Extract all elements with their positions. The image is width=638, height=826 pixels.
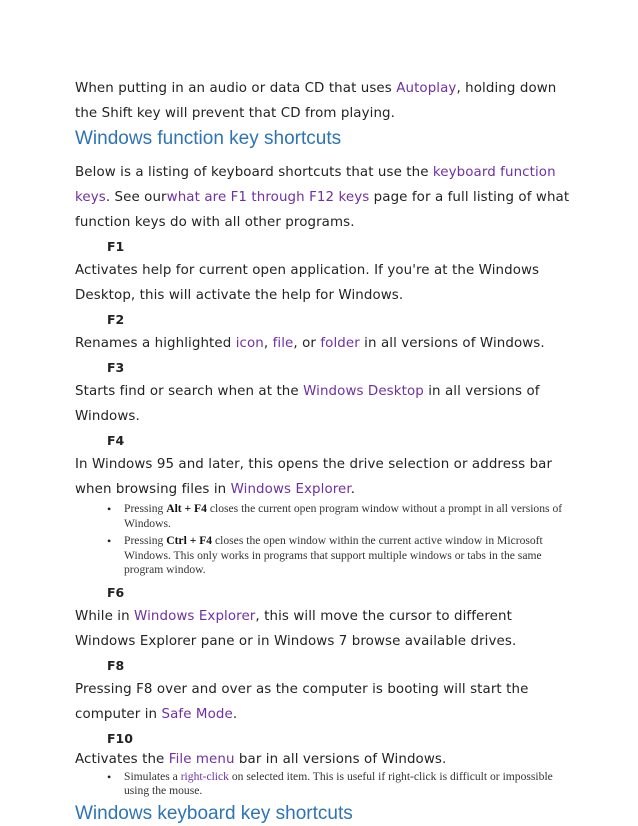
document-content xyxy=(75,76,575,825)
f8-key-label: F8 xyxy=(107,657,125,673)
f6-description xyxy=(75,604,575,654)
bullet-text: Pressing xyxy=(124,534,167,547)
windows-desktop-link[interactable]: Windows Desktop xyxy=(303,384,424,399)
f10-text-end: bar in all versions of Windows. xyxy=(234,751,447,767)
listing-text-end: page for a full listing of what function keys do with all other programs. xyxy=(75,190,570,230)
f4-bullet-list xyxy=(75,502,575,578)
keyboard-key-shortcuts-heading: Windows keyboard key shortcuts xyxy=(75,802,353,824)
listing-text-mid: . See our xyxy=(105,190,167,205)
right-click-link[interactable]: right-click xyxy=(180,769,229,783)
f2-key-label: F2 xyxy=(107,312,125,327)
f10-bullet-list xyxy=(75,770,575,799)
bullet-text-end: on selected item. This is useful if right-click is difficult or impossible using the mouse. xyxy=(124,769,553,797)
f4-description xyxy=(75,452,575,502)
windows-explorer-link-2[interactable]: Windows Explorer xyxy=(134,608,256,624)
folder-link[interactable]: folder xyxy=(320,336,360,351)
f2-sep2: , or xyxy=(293,336,321,351)
f2-text-end: in all versions of Windows. xyxy=(359,336,545,351)
keyboard-function-keys-link[interactable]: keyboard function keys xyxy=(75,165,556,205)
function-keys-heading: Windows function key shortcuts xyxy=(75,128,342,149)
f8-text: Pressing F8 over and over as the computer is booting will start the computer in xyxy=(75,681,529,722)
f1-through-f12-link[interactable]: what are F1 through F12 keys xyxy=(166,190,370,205)
alt-f4-shortcut: Alt + F4 xyxy=(166,502,207,515)
listing-text: Below is a listing of keyboard shortcuts that use the xyxy=(75,165,433,180)
f4-text: In Windows 95 and later, this opens the drive selection or address bar when browsing files in xyxy=(75,457,553,497)
f3-text: Starts find or search when at the xyxy=(75,384,304,399)
f4-text-end: . xyxy=(350,482,356,497)
f8-text-end: . xyxy=(232,706,238,722)
f6-key-label: F6 xyxy=(107,584,125,600)
f2-text: Renames a highlighted xyxy=(75,336,236,351)
list-item xyxy=(107,770,575,799)
windows-explorer-link[interactable]: Windows Explorer xyxy=(230,482,351,497)
intro-text-end: , holding down the Shift key will prevent that CD from playing. xyxy=(75,81,557,121)
intro-paragraph xyxy=(75,76,575,126)
f10-description xyxy=(75,750,575,770)
f1-key-label: F1 xyxy=(107,239,125,254)
autoplay-link[interactable]: Autoplay xyxy=(396,81,457,96)
list-item xyxy=(107,534,575,578)
listing-paragraph xyxy=(75,160,575,235)
f6-text: While in xyxy=(75,608,135,624)
f2-description xyxy=(75,331,575,356)
safe-mode-link[interactable]: Safe Mode xyxy=(161,706,233,722)
bullet-text-end: closes the current open program window without a prompt in all versions of Windows. xyxy=(124,502,563,530)
f4-key-label: F4 xyxy=(107,433,125,448)
intro-text: When putting in an audio or data CD that uses xyxy=(75,81,397,96)
file-menu-link[interactable]: File menu xyxy=(168,751,235,767)
bullet-text-end: closes the open window within the current active window in Microsoft Windows. This only works in programs that support multiple windows or tabs in the same program window. xyxy=(124,534,543,576)
f1-description: Activates help for current open application. If you're at the Windows Desktop, this will activate the help for Windows. xyxy=(75,263,540,303)
bullet-text: Simulates a xyxy=(124,769,181,783)
file-link[interactable]: file xyxy=(272,336,294,351)
f3-description xyxy=(75,379,575,429)
bullet-text: Pressing xyxy=(124,502,167,515)
icon-link[interactable]: icon xyxy=(235,336,264,351)
ctrl-f4-shortcut: Ctrl + F4 xyxy=(166,534,213,547)
f10-text: Activates the xyxy=(75,751,169,767)
f10-key-label: F10 xyxy=(107,730,133,746)
f3-text-end: in all versions of Windows. xyxy=(75,384,540,424)
f8-description xyxy=(75,677,575,727)
list-item xyxy=(107,502,575,531)
f6-text-end: , this will move the cursor to different Windows Explorer pane or in Windows 7 browse available drives. xyxy=(75,608,517,649)
f3-key-label: F3 xyxy=(107,360,125,375)
f2-sep1: , xyxy=(263,336,273,351)
